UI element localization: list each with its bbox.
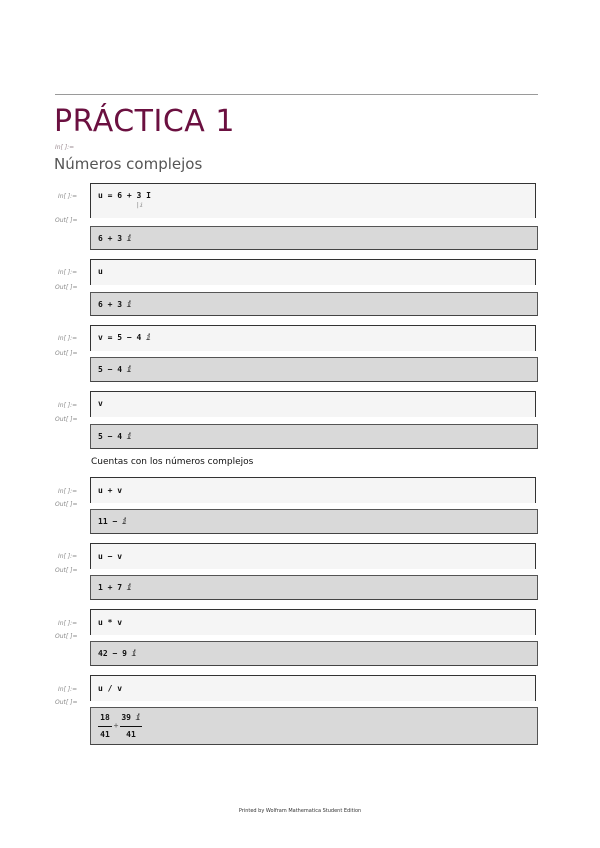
output-value: 5 − 4 ⅈ [98, 365, 132, 374]
section-in-label: In[ ]:= [55, 144, 75, 151]
plus-operator: + [113, 721, 119, 730]
out-label: Out[ ]= [55, 567, 78, 574]
out-label: Out[ ]= [55, 501, 78, 508]
input-cell[interactable] [90, 325, 536, 351]
output-cell [90, 226, 538, 250]
out-label: Out[ ]= [55, 217, 78, 224]
out-label: Out[ ]= [55, 416, 78, 423]
input-code: u − v [98, 552, 123, 561]
in-label: In[ ]:= [58, 402, 78, 409]
input-cell[interactable] [90, 675, 536, 701]
output-cell [90, 424, 538, 449]
out-label: Out[ ]= [55, 699, 78, 706]
output-cell [90, 292, 538, 316]
input-code: v [98, 399, 103, 408]
fraction-bar-2 [120, 726, 142, 727]
input-cell[interactable] [90, 391, 536, 417]
input-cell[interactable] [90, 259, 536, 285]
output-cell [90, 357, 538, 382]
in-label: In[ ]:= [58, 335, 78, 342]
output-value: 6 + 3 ⅈ [98, 300, 132, 309]
output-value: 1 + 7 ⅈ [98, 583, 132, 592]
in-label: In[ ]:= [58, 553, 78, 560]
fraction-bar-1 [98, 726, 112, 727]
page-title: PRÁCTICA 1 [54, 104, 235, 139]
out-label: Out[ ]= [55, 633, 78, 640]
input-code: u = 6 + 3 I [98, 191, 151, 200]
input-code: u / v [98, 684, 123, 693]
section-title: Números complejos [54, 155, 203, 173]
in-label: In[ ]:= [58, 620, 78, 627]
out-label: Out[ ]= [55, 284, 78, 291]
input-cell[interactable] [90, 543, 536, 569]
fraction-denominator-1: 41 [100, 730, 110, 739]
output-value: 5 − 4 ⅈ [98, 432, 132, 441]
input-code: v = 5 − 4 ⅈ [98, 333, 151, 342]
fraction-denominator-2: 41 [126, 730, 136, 739]
input-code: u + v [98, 486, 123, 495]
input-code: u [98, 267, 103, 276]
in-label: In[ ]:= [58, 488, 78, 495]
footer: Printed by Wolfram Mathematica Student Edition [238, 808, 362, 814]
output-cell [90, 575, 538, 600]
input-cell[interactable] [90, 183, 536, 218]
output-cell [90, 641, 538, 666]
in-label: In[ ]:= [58, 686, 78, 693]
cursor-glyph: |ⅈ [136, 202, 144, 209]
out-label: Out[ ]= [55, 350, 78, 357]
fraction-numerator-2: 39 ⅈ [121, 713, 141, 722]
output-cell [90, 509, 538, 534]
in-label: In[ ]:= [58, 193, 78, 200]
output-value: 6 + 3 ⅈ [98, 234, 132, 243]
output-cell [90, 707, 538, 745]
text-cell: Cuentas con los números complejos [91, 457, 254, 467]
input-cell[interactable] [90, 477, 536, 503]
fraction-numerator-1: 18 [100, 713, 110, 722]
output-value: 42 − 9 ⅈ [98, 649, 137, 658]
in-label: In[ ]:= [58, 269, 78, 276]
top-rule [55, 94, 538, 95]
input-cell[interactable] [90, 609, 536, 635]
output-value: 11 − ⅈ [98, 517, 127, 526]
input-code: u * v [98, 618, 123, 627]
